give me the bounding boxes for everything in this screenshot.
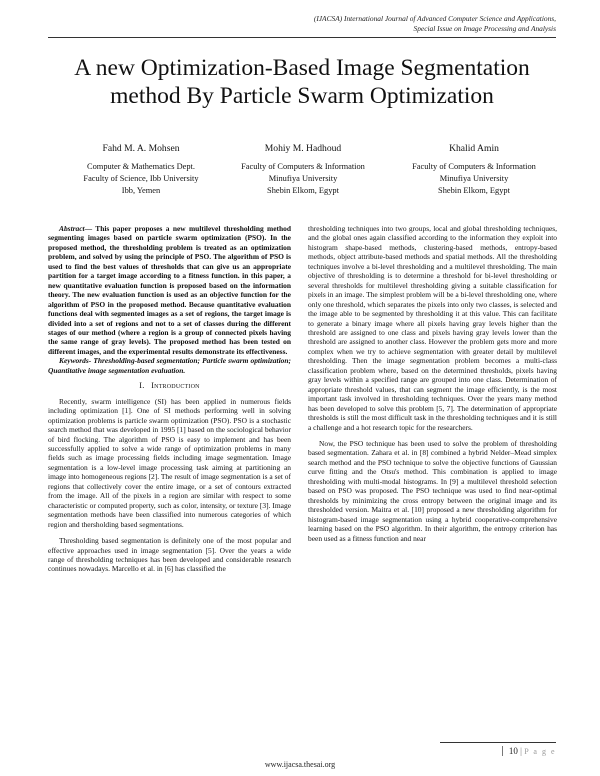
title-line-1: A new Optimization-Based Image Segmentation xyxy=(74,55,530,81)
title-line-2: method By Particle Swarm Optimization xyxy=(110,83,494,109)
author-name: Khalid Amin xyxy=(449,143,499,154)
journal-name: (IJACSA) International Journal of Advanced Computer Science and Applications, xyxy=(313,14,556,23)
author-affiliation: Minufiya University xyxy=(439,174,509,183)
page-label: P a g e xyxy=(524,747,556,756)
page-number: 10 | P a g e xyxy=(502,746,556,756)
keywords-label: Keywords- xyxy=(59,356,92,366)
abstract xyxy=(48,224,291,356)
author-affiliation: Minufiya University xyxy=(268,174,338,183)
keywords xyxy=(48,356,291,375)
keywords-text: Thresholding-based segmentation; Particle swarm optimization; Quantitative image segmentation evaluation. xyxy=(48,356,291,375)
header-rule xyxy=(48,37,556,38)
section-title: Introduction xyxy=(151,381,200,391)
author-affiliation: Faculty of Science, Ibb University xyxy=(83,174,199,183)
author-affiliation: Ibb, Yemen xyxy=(121,186,161,195)
footer-url: www.ijacsa.thesai.org xyxy=(264,760,336,769)
section-heading xyxy=(48,381,291,390)
author-affiliation: Shebin Elkom, Egypt xyxy=(438,186,510,195)
author-affiliation: Faculty of Computers & Information xyxy=(241,162,365,171)
left-column xyxy=(48,224,291,574)
author-2 xyxy=(223,143,383,197)
author-name: Mohiy M. Hadhoud xyxy=(264,143,342,154)
journal-issue: Special Issue on Image Processing and Analysis xyxy=(413,24,556,33)
footer-rule xyxy=(440,742,556,743)
author-affiliation: Computer & Mathematics Dept. xyxy=(87,162,195,171)
abstract-label: Abstract xyxy=(59,224,85,233)
author-affiliation: Faculty of Computers & Information xyxy=(412,162,536,171)
author-name: Fahd M. A. Mohsen xyxy=(102,143,180,154)
body-paragraph: Now, the PSO technique has been used to solve the problem of thresholding based segmentation. Zahara et al. in [8] combined a hybrid Nelder–Mead simplex search method and the PSO technique to solve the objective functions of Gaussian curve fitting and the Otsu's method. This combination is applied to image thresholding with multi-modal histograms. In [9] a multilevel threshold selection based on PSO was proposed. The PSO technique was used to find near-optimal thresholds by minimizing the cross entropy between the original image and its thresholded version. Maitra et al. [10] proposed a new thresholding algorithm for histogram-based image segmentation using a hybrid cooperative-comprehensive learning based on the PSO algorithm. In their algorithm, the entropy criterion has been used as a fitness function and near xyxy=(308,438,557,543)
author-3 xyxy=(394,143,554,197)
author-affiliation: Shebin Elkom, Egypt xyxy=(267,186,339,195)
abstract-dash: — xyxy=(84,224,93,233)
intro-paragraph: Thresholding based segmentation is definitely one of the most popular and effective approaches used in image segmentation [5]. Over the years a wide range of thresholding techniques has been developed and considerable research continues nowadays. Marcello et al. in [6] has classified the xyxy=(48,536,291,574)
body-paragraph: thresholding techniques into two groups, local and global thresholding techniques, and the global ones again classified according to the information they exploit into histogram shape-based methods, clustering-based methods, entropy-based methods, object attribute-based methods and spatial methods. All the thresholding techniques involve a bi-level thresholding and a multilevel thresholding. The main objective of thresholding is to determine a threshold for bi-level thresholding or several thresholds for multilevel thresholding giving a suitable classification for pixels in an image. The simplest problem will be a bi-level thresholding one, where only one threshold, which separates the pixels into only two classes, is selected and the image able to be segmented by thresholding it at this value. This can facilitate to generate a binary image where all pixels having gray levels higher than the threshold are assigned to one class and pixels having gray levels lower than the threshold are assigned to another class. However the problem gets more and more complex when we try to achieve segmentation with greater detail by multilevel thresholding. Then the image segmentation problem becomes a multi-class classification problem where, based on the determined thresholds, pixels having gray levels within a specified range are grouped into one class. Determination of appropriate threshold values, that can segment the image efficiently, is the most important task involved in thresholding techniques. Over the years many method has been developed to solve this problem [5, 7]. The determination of appropriate thresholds is still the most difficult task in the thresholding techniques and it is still a challenge and a hot research topic for the researchers. xyxy=(308,224,557,432)
right-column xyxy=(308,224,557,543)
paper-title xyxy=(48,54,556,110)
intro-paragraph: Recently, swarm intelligence (SI) has been applied in numerous fields including optimization [1]. One of SI methods performing well in solving optimization problems is particle swarm optimization (PSO). PSO is a stochastic search method that was developed in 1995 [1] based on the sociological behavior of bird flocking. The algorithm of PSO is easy to implement and has been successfully applied to solve a wide range of optimization problems in many fields such as image processing fields including image segmentation. Image segmentation is a low-level image processing task aiming at partitioning an image into homogeneous regions [2]. The result of image segmentation is a set of regions that collectively cover the entire image, or a set of contours extracted from the image. All of the pixels in a region are similar with respect to some characteristic or computed property, such as color, intensity, or texture [3]. Image segmentation methods have been classified into numerous categories of which region and thersholding based segmentations. xyxy=(48,396,291,529)
abstract-text: This paper proposes a new multilevel thresholding method segmenting images based on particle swarm optimization (PSO). In the proposed method, the thresholding problem is treated as an optimization problem, and solved by using the principle of PSO. The algorithm of PSO is used to find the best values of thresholds that can give us an appropriate partition for a target image according to a fitness function. in this paper, a new quantitative evaluation function is proposed based on the information theory. The new evaluation function is used as an objective function for the algorithm of PSO in the proposed method. Because quantitative evaluation functions deal with segmented images as a set of regions, the target image is divided into a set of regions and not to a set of classes during the different stages of our method (where a region is a group of connected pixels having the same range of gray levels). The proposed method has been tested on different images, and the experimental results demonstrate its effectiveness. xyxy=(48,224,291,356)
page-number-value: 10 xyxy=(508,746,518,756)
author-1 xyxy=(66,143,216,197)
journal-header xyxy=(176,14,556,34)
section-number: I. xyxy=(139,381,145,391)
